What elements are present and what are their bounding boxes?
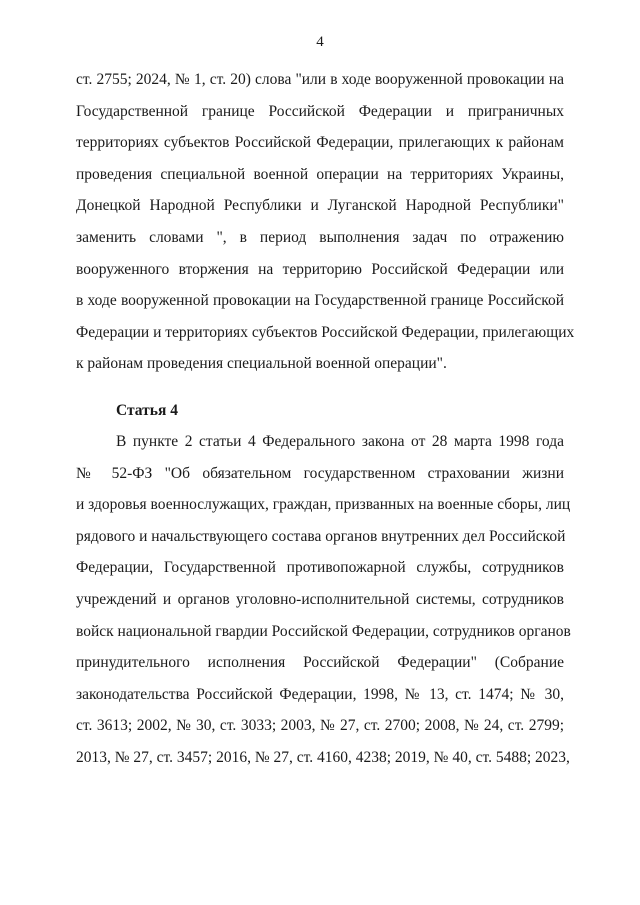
paragraph-line: Федерации и территориях субъектов Российской Федерации, прилегающих — [76, 323, 575, 341]
paragraph-1 — [76, 64, 575, 380]
paragraph-line: заменить словами ", в период выполнения задач по отражению — [76, 228, 564, 246]
paragraph-line: учреждений и органов уголовно-исполнительной системы, сотрудников — [76, 590, 564, 608]
paragraph-line: принудительного исполнения Российской Федерации" (Собрание — [76, 654, 564, 672]
paragraph-line: ст. 3613; 2002, № 30, ст. 3033; 2003, № 27, ст. 2700; 2008, № 24, ст. 2799; — [76, 717, 564, 735]
paragraph-line: законодательства Российской Федерации, 1998, № 13, ст. 1474; № 30, — [76, 685, 564, 703]
page-number: 4 — [316, 34, 324, 50]
paragraph-line: проведения специальной военной операции на территориях Украины, — [76, 165, 564, 183]
paragraph-line: в ходе вооруженной провокации на Государственной границе Российской — [76, 292, 564, 310]
paragraph-line: территориях субъектов Российской Федерации, прилегающих к районам — [76, 134, 564, 152]
paragraph-line: рядового и начальствующего состава органов внутренних дел Российской — [76, 527, 566, 545]
paragraph-2 — [76, 426, 571, 774]
article-heading: Статья 4 — [116, 402, 178, 419]
paragraph-line: ст. 2755; 2024, № 1, ст. 20) слова "или в ходе вооруженной провокации на — [76, 71, 564, 88]
paragraph-line: В пункте 2 статьи 4 Федерального закона от 28 марта 1998 года — [116, 433, 564, 450]
paragraph-line: Федерации, Государственной противопожарной службы, сотрудников — [76, 559, 564, 577]
paragraph-line: и здоровья военнослужащих, граждан, призванных на военные сборы, лиц — [76, 496, 571, 514]
paragraph-line: войск национальной гвардии Российской Федерации, сотрудников органов — [76, 622, 571, 640]
paragraph-line: 2013, № 27, ст. 3457; 2016, № 27, ст. 4160, 4238; 2019, № 40, ст. 5488; 2023, — [76, 748, 570, 766]
paragraph-line: вооруженного вторжения на территорию Российской Федерации или — [76, 260, 564, 278]
paragraph-line: Донецкой Народной Республики и Луганской Народной Республики" — [76, 197, 564, 215]
paragraph-line: к районам проведения специальной военной операции". — [76, 355, 447, 373]
paragraph-line: № 52-ФЗ "Об обязательном государственном страховании жизни — [76, 464, 564, 482]
paragraph-line: Государственной границе Российской Федерации и приграничных — [76, 102, 564, 120]
